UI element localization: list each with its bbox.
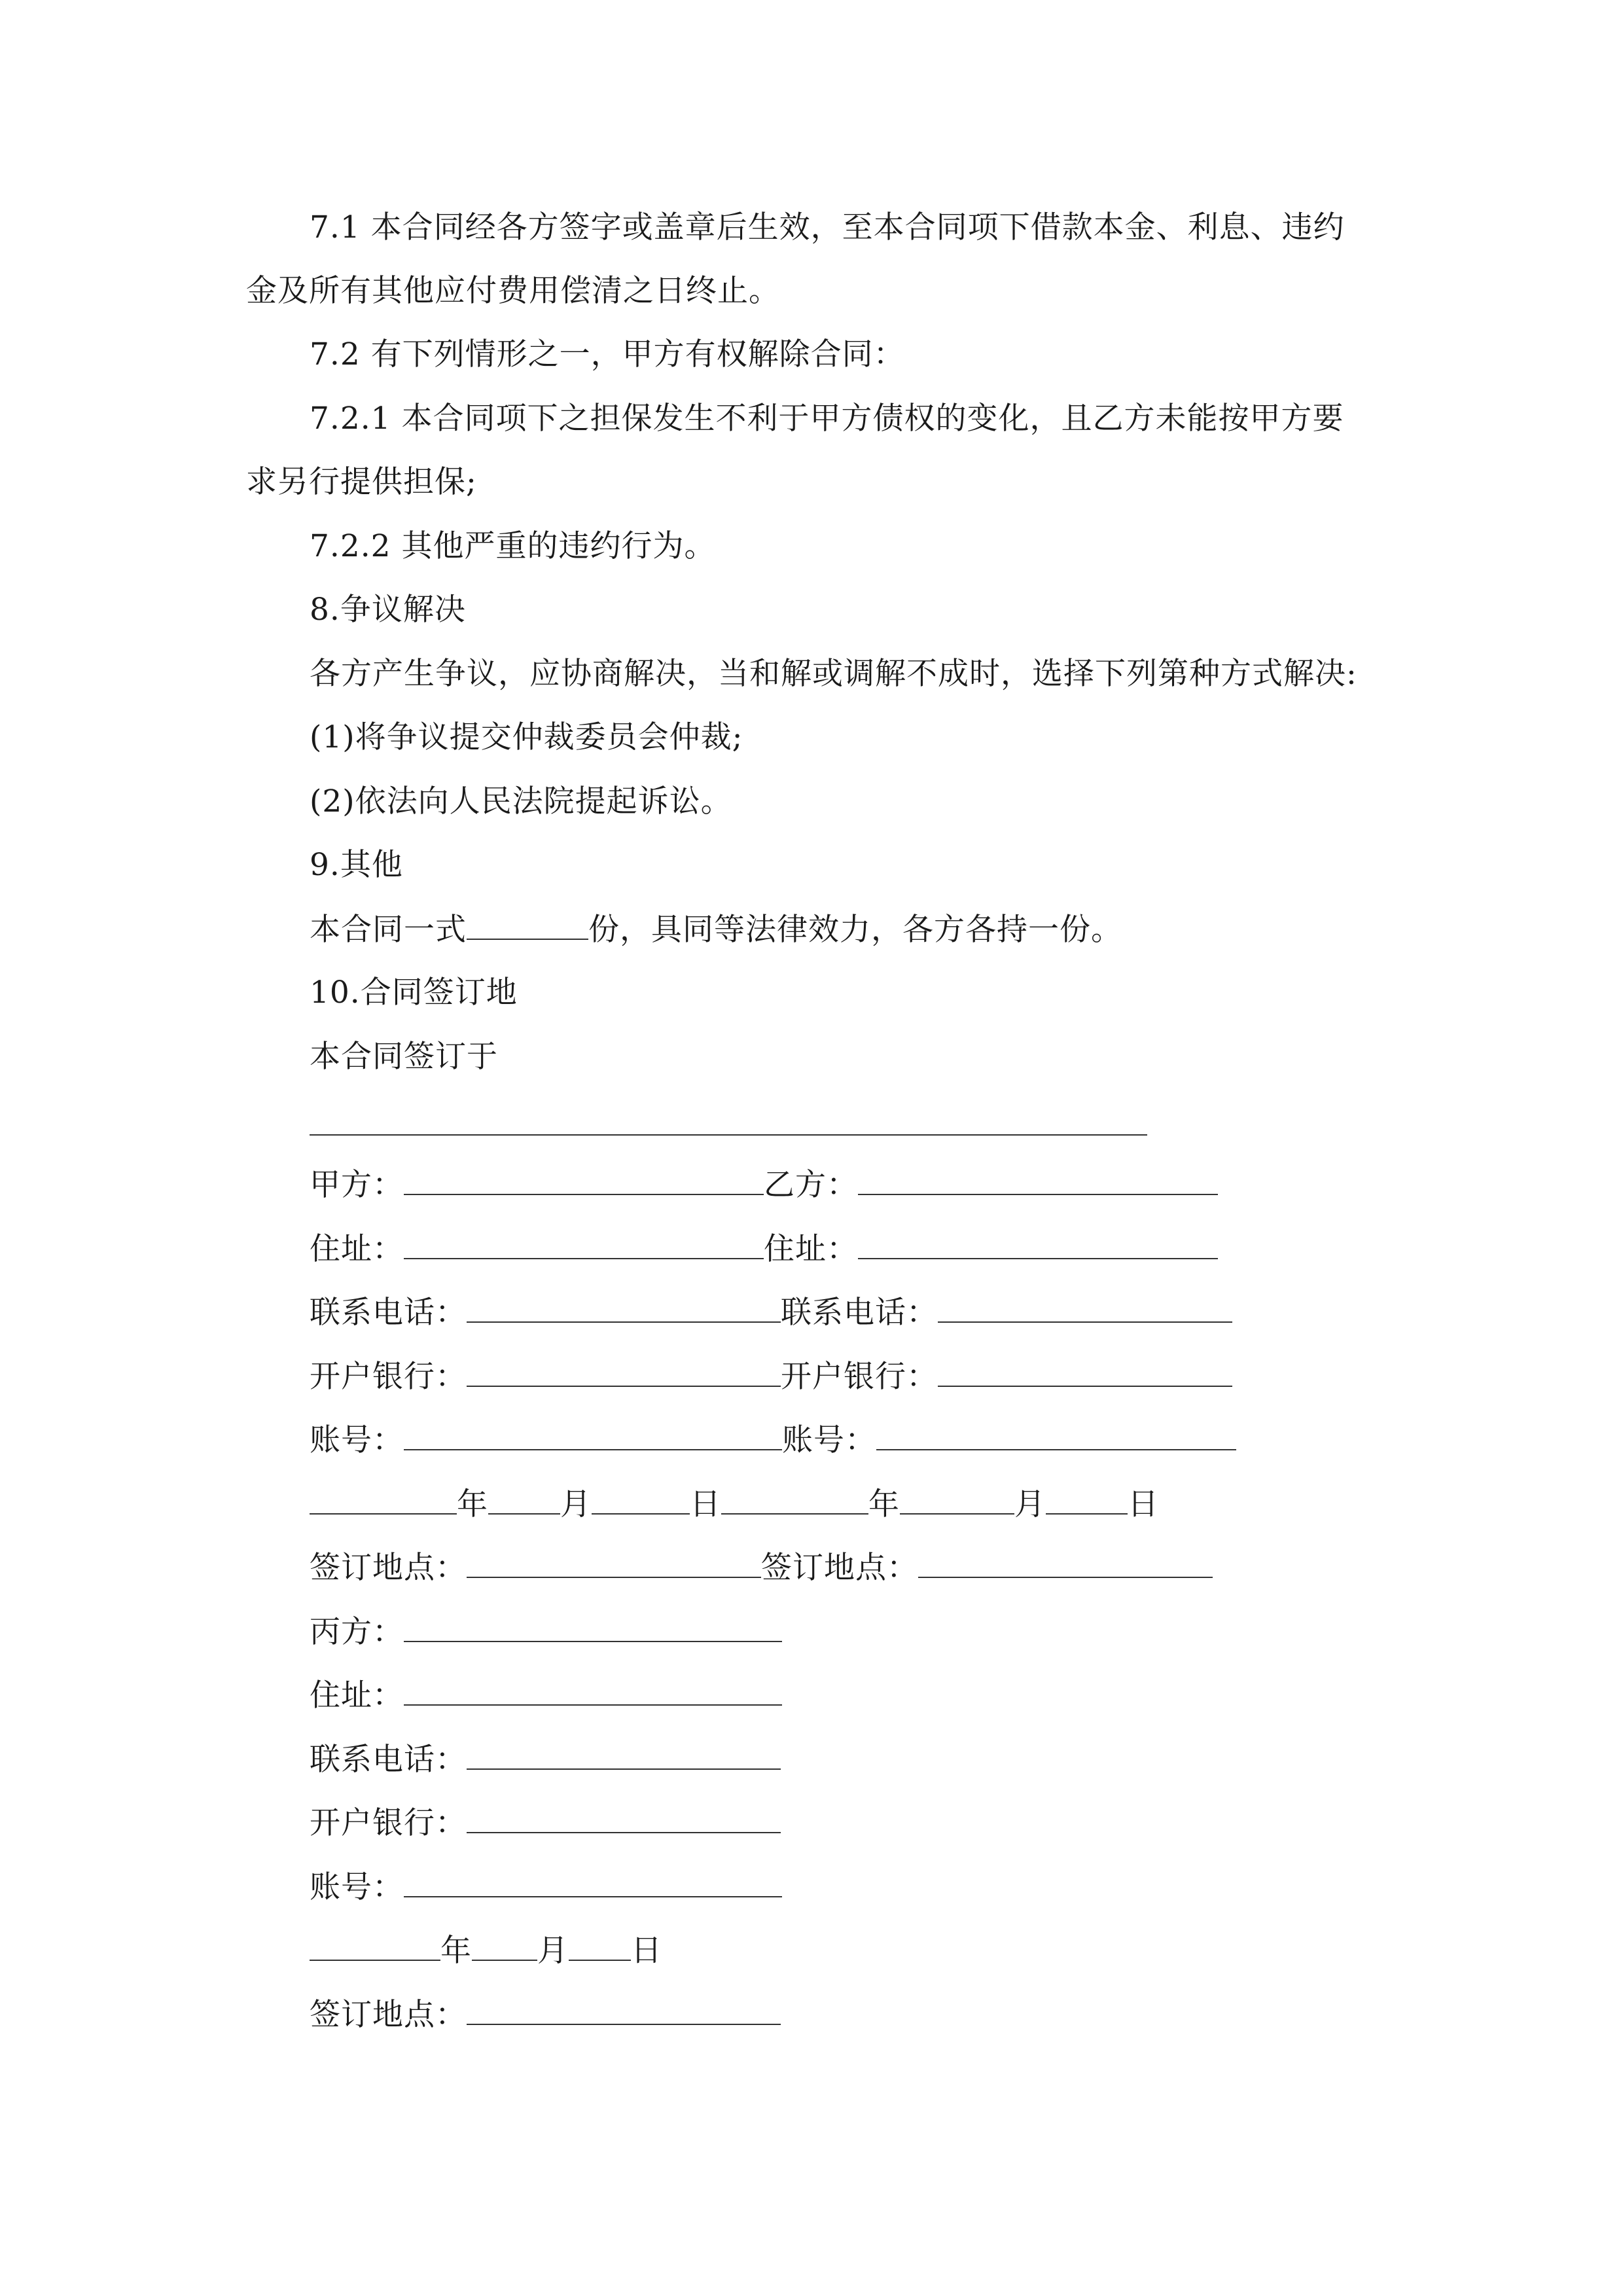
party-c-month-blank[interactable] xyxy=(472,1931,537,1961)
clause-8-text: 各方产生争议，应协商解决，当和解或调解不成时，选择下列第种方式解决: xyxy=(310,656,1357,692)
party-a-b-row xyxy=(310,1165,1218,1205)
signing-location-blank[interactable] xyxy=(310,1134,1147,1136)
party-c-account-label: 账号： xyxy=(310,1869,404,1905)
party-b-account-label: 账号： xyxy=(782,1422,876,1458)
clause-7-1-line-1: 7.1 本合同经各方签字或盖章后生效，至本合同项下借款本金、利息、违约 xyxy=(310,209,1345,245)
phone-row xyxy=(310,1293,1232,1333)
party-b-phone-label: 联系电话： xyxy=(781,1295,938,1331)
place-row-ab xyxy=(310,1548,1213,1588)
party-c-address-row xyxy=(310,1676,782,1715)
bank-row xyxy=(310,1357,1232,1397)
clause-9-prefix: 本合同一式 xyxy=(310,912,467,948)
party-c-bank-row xyxy=(310,1803,781,1843)
heading-8: 8.争议解决 xyxy=(310,592,466,628)
party-b-bank-blank[interactable] xyxy=(938,1357,1232,1387)
party-c-date-row xyxy=(310,1931,662,1971)
clause-7-2-1-line-2: 求另行提供担保; xyxy=(246,464,477,500)
party-c-label: 丙方： xyxy=(310,1614,404,1650)
party-a-year-blank[interactable] xyxy=(310,1484,457,1515)
party-a-blank[interactable] xyxy=(404,1165,764,1195)
clause-7-1-line-2: 金及所有其他应付费用偿清之日终止。 xyxy=(246,273,780,309)
party-c-phone-blank[interactable] xyxy=(467,1740,781,1770)
party-c-address-blank[interactable] xyxy=(404,1676,782,1706)
party-a-day-blank[interactable] xyxy=(592,1484,690,1515)
party-b-address-label: 住址： xyxy=(764,1231,858,1267)
date-row-ab xyxy=(310,1484,1159,1524)
party-b-year-blank[interactable] xyxy=(721,1484,868,1515)
day-label: 日 xyxy=(690,1486,721,1522)
party-a-bank-blank[interactable] xyxy=(467,1357,781,1387)
party-a-account-label: 账号： xyxy=(310,1422,404,1458)
clause-7-2-1-line-1: 7.2.1 本合同项下之担保发生不利于甲方债权的变化，且乙方未能按甲方要 xyxy=(310,401,1344,437)
party-c-blank[interactable] xyxy=(404,1612,782,1642)
party-b-account-blank[interactable] xyxy=(876,1420,1236,1450)
heading-10: 10.合同签订地 xyxy=(310,975,518,1011)
clause-7-2: 7.2 有下列情形之一，甲方有权解除合同： xyxy=(310,336,905,372)
party-b-day-blank[interactable] xyxy=(1046,1484,1128,1515)
party-c-row xyxy=(310,1612,782,1652)
party-c-place-label: 签订地点： xyxy=(310,1997,467,2033)
party-c-address-label: 住址： xyxy=(310,1677,404,1713)
party-c-place-row xyxy=(310,1995,781,2035)
party-b-place-blank[interactable] xyxy=(918,1548,1213,1578)
month-label: 月 xyxy=(1014,1486,1046,1522)
party-c-phone-row xyxy=(310,1740,781,1780)
year-label: 年 xyxy=(457,1486,488,1522)
address-row xyxy=(310,1229,1218,1269)
party-c-place-blank[interactable] xyxy=(467,1995,781,2025)
party-b-bank-label: 开户银行： xyxy=(781,1359,938,1395)
party-c-account-blank[interactable] xyxy=(404,1867,782,1897)
party-a-address-blank[interactable] xyxy=(404,1229,764,1259)
clause-8-option-1: (1)将争议提交仲裁委员会仲裁; xyxy=(310,719,743,755)
party-c-day-blank[interactable] xyxy=(569,1931,631,1961)
party-a-address-label: 住址： xyxy=(310,1231,404,1267)
copies-count-blank[interactable] xyxy=(467,910,588,940)
account-row xyxy=(310,1420,1236,1460)
party-b-address-blank[interactable] xyxy=(858,1229,1218,1259)
party-b-place-label: 签订地点： xyxy=(761,1550,918,1586)
clause-8-option-2: (2)依法向人民法院提起诉讼。 xyxy=(310,783,732,819)
party-b-phone-blank[interactable] xyxy=(938,1293,1232,1323)
party-a-place-label: 签订地点： xyxy=(310,1550,467,1586)
party-a-phone-label: 联系电话： xyxy=(310,1295,467,1331)
party-c-phone-label: 联系电话： xyxy=(310,1742,467,1778)
year-label: 年 xyxy=(440,1933,472,1969)
party-b-month-blank[interactable] xyxy=(900,1484,1014,1515)
party-b-blank[interactable] xyxy=(858,1165,1218,1195)
party-c-account-row xyxy=(310,1867,782,1907)
party-a-bank-label: 开户银行： xyxy=(310,1359,467,1395)
party-a-phone-blank[interactable] xyxy=(467,1293,781,1323)
clause-7-2-2: 7.2.2 其他严重的违约行为。 xyxy=(310,528,716,564)
clause-9-text xyxy=(310,910,1122,950)
clause-9-suffix: 份，具同等法律效力，各方各持一份。 xyxy=(588,912,1122,948)
month-label: 月 xyxy=(537,1933,569,1969)
party-a-label: 甲方： xyxy=(310,1167,404,1203)
party-a-place-blank[interactable] xyxy=(467,1548,761,1578)
day-label: 日 xyxy=(1128,1486,1159,1522)
clause-10-text: 本合同签订于 xyxy=(310,1039,498,1075)
year-label: 年 xyxy=(868,1486,900,1522)
party-c-bank-label: 开户银行： xyxy=(310,1805,467,1841)
month-label: 月 xyxy=(560,1486,592,1522)
party-a-month-blank[interactable] xyxy=(488,1484,560,1515)
party-c-bank-blank[interactable] xyxy=(467,1803,781,1833)
party-b-label: 乙方： xyxy=(764,1167,858,1203)
heading-9: 9.其他 xyxy=(310,847,403,883)
day-label: 日 xyxy=(631,1933,662,1969)
party-c-year-blank[interactable] xyxy=(310,1931,440,1961)
party-a-account-blank[interactable] xyxy=(404,1420,782,1450)
